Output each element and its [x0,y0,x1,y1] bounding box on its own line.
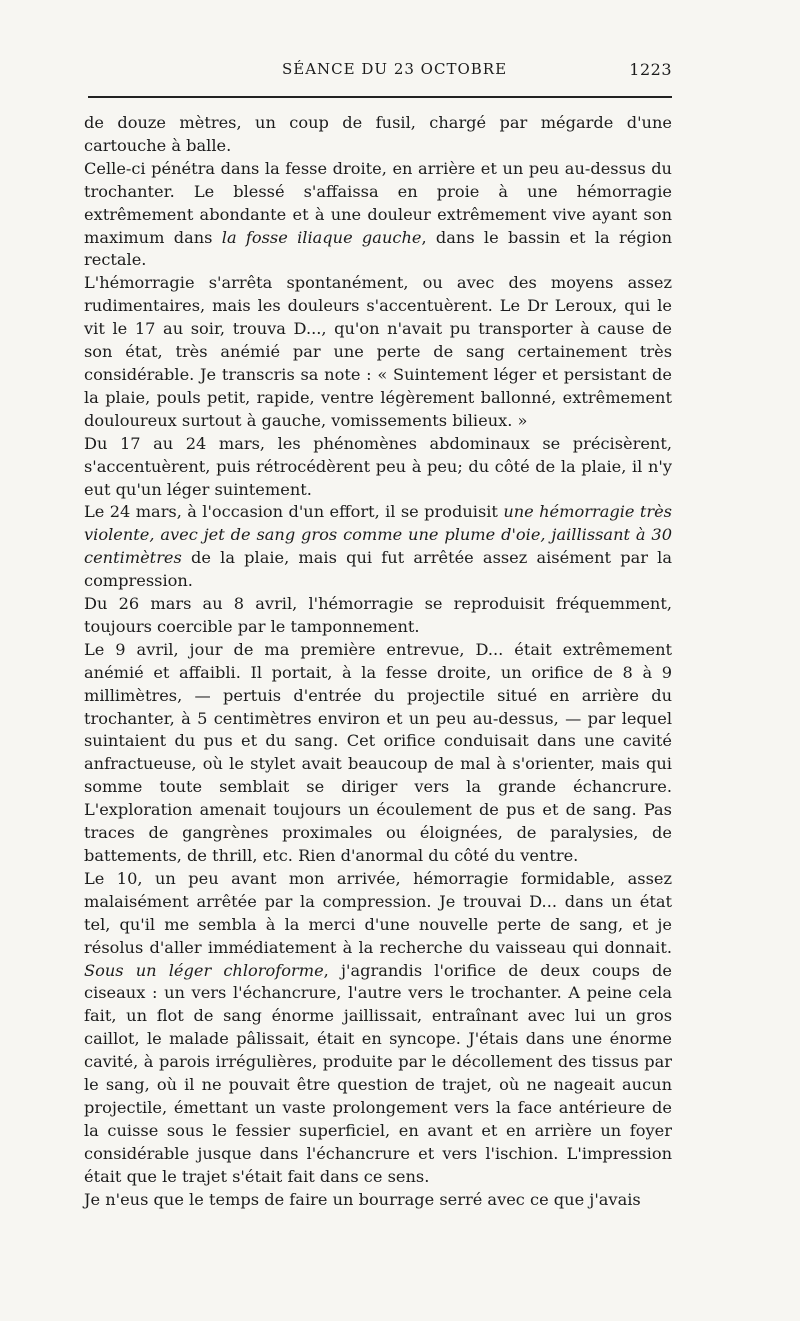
italic-text: Sous un léger chloroforme [84,960,324,980]
paragraph [84,158,672,273]
italic-text: une hémorragie très violente, avec jet de sang gros comme une plume d'oie, jaillissant à 30 centimètres [84,502,672,568]
paragraph [84,272,672,432]
paragraph [84,639,672,868]
page-number: 1223 [629,60,672,79]
body-text [84,112,672,1212]
text-segment: Celle-ci pénétra dans la fesse droite, en arrière et un peu au-dessus du trochanter. Le blessé s'affaissa en proie à une hémorragie extrêmement abondante et à une douleur extrêmement vive ayant son maximum dans [84,158,672,247]
text-segment: de la plaie, mais qui fut arrêtée assez aisément par la compression. [84,548,672,591]
header-rule [88,96,672,98]
paragraph [84,1189,672,1212]
text-segment: L'hémorragie s'arrêta spontanément, ou avec des moyens assez rudimentaires, mais les douleurs s'accentuèrent. Le Dr Leroux, qui le vit le 17 au soir, trouva D..., qu'on n'avait pu transporter à cause de son état, très anémié par une perte de sang certainement très considérable. Je transcris sa note : « Suintement léger et persistant de la plaie, pouls petit, rapide, ventre légèrement ballonné, extrêmement douloureux surtout à gauche, vomissements bilieux. » [84,273,672,430]
text-segment: Le 10, un peu avant mon arrivée, hémorragie formidable, assez malaisément arrêtée par la compression. Je trouvai D... dans un état tel, qu'il me sembla à la merci d'une nouvelle perte de sang, et je résolus d'aller immédiatement à la recherche du vaisseau qui donnait. [84,868,672,957]
text-segment: de douze mètres, un coup de fusil, chargé par mégarde d'une cartouche à balle. [84,113,672,155]
text-segment: , j'agrandis l'orifice de deux coups de ciseaux : un vers l'échancrure, l'autre vers le trochanter. A peine cela fait, un flot de sang énorme jaillissait, entraînant avec lui un gros caillot, le malade pâlissait, était en syncope. J'étais dans une énorme cavité, à parois irrégulières, produite par le décollement des tissus par le sang, où il ne pouvait être question de trajet, où ne nageait aucun projectile, émettant un vaste prolongement vers la face antérieure de la cuisse sous le fessier superficiel, en avant et en arrière un foyer considérable jusque dans l'échancrure et vers l'ischion. L'impression était que le trajet s'était fait dans ce sens. [84,960,672,1186]
text-segment: , dans le bassin et la région rectale. [84,227,672,270]
paragraph [84,433,672,502]
italic-text: la fosse iliaque gauche [221,227,422,247]
running-title: SÉANCE DU 23 OCTOBRE [282,60,508,78]
text-segment: Je n'eus que le temps de faire un bourrage serré avec ce que j'avais [84,1189,641,1209]
text-segment: Du 26 mars au 8 avril, l'hémorragie se reproduisit fréquemment, toujours coercible par le tamponnement. [84,594,672,636]
paragraph [84,501,672,593]
paragraph [84,593,672,639]
text-segment: Du 17 au 24 mars, les phénomènes abdominaux se précisèrent, s'accentuèrent, puis rétrocédèrent peu à peu; du côté de la plaie, il n'y eut qu'un léger suintement. [84,433,672,499]
paragraph [84,112,672,158]
paragraph [84,868,672,1189]
running-header [84,60,672,90]
text-segment: Le 24 mars, à l'occasion d'un effort, il se produisit [84,502,504,522]
text-segment: Le 9 avril, jour de ma première entrevue, D... était extrêmement anémié et affaibli. Il portait, à la fesse droite, un orifice de 8 à 9 millimètres, — pertuis d'entrée du projectile situé en arrière du trochanter, à 5 centimètres environ et un peu au-dessus, — par lequel suintaient du pus et du sang. Cet orifice conduisait dans une cavité anfractueuse, où le stylet avait beaucoup de mal à s'orienter, mais qui somme toute semblait se diriger vers la grande échancrure. L'exploration amenait toujours un écoulement de pus et de sang. Pas traces de gangrènes proximales ou éloignées, de paralysies, de battements, de thrill, etc. Rien d'anormal du côté du ventre. [84,639,672,865]
